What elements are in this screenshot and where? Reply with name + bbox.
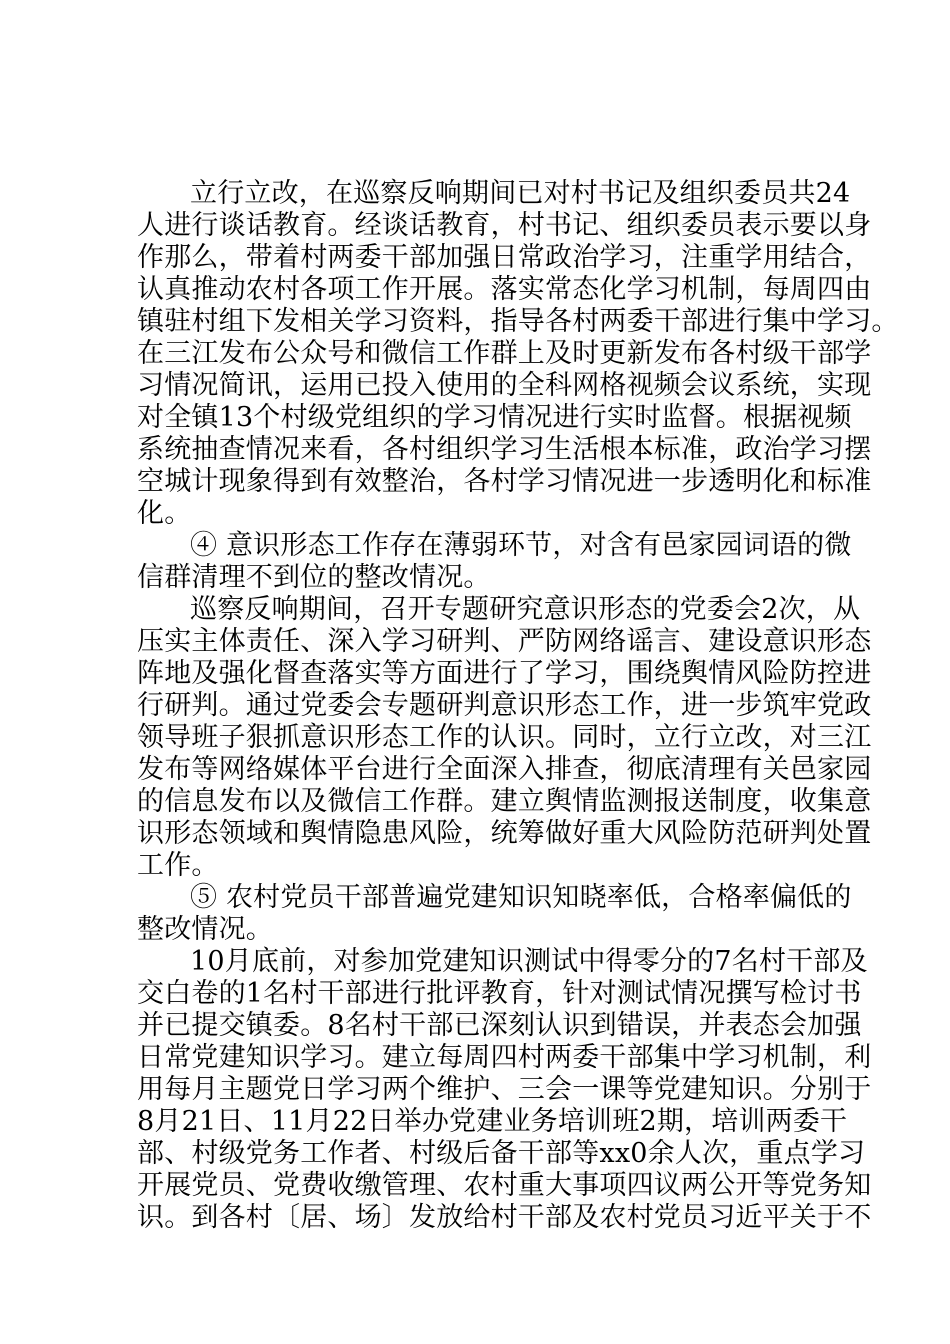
text-line: 领导班子狠抓意识形态工作的认识。同时，立行立改，对三江	[137, 722, 872, 753]
text-line: 巡察反响期间，召开专题研究意识形态的党委会2次，从	[190, 594, 861, 625]
text-line: 作那么，带着村两委干部加强日常政治学习，注重学用结合，	[137, 242, 872, 273]
text-line: 认真推动农村各项工作开展。落实常态化学习机制，每周四由	[137, 274, 872, 305]
document-body	[137, 178, 899, 1234]
text-line: 系统抽查情况来看，各村组织学习生活根本标准，政治学习摆	[137, 434, 872, 465]
text-line: 对全镇13个村级党组织的学习情况进行实时监督。根据视频	[137, 402, 852, 433]
section-heading: 信群清理不到位的整改情况。	[137, 562, 491, 593]
text-line: 行研判。通过党委会专题研判意识形态工作，进一步筑牢党政	[137, 690, 872, 721]
text-line: 识。到各村〔居、场〕发放给村干部及农村党员习近平关于不	[137, 1202, 872, 1233]
text-line: 化。	[137, 498, 192, 529]
text-line: 阵地及强化督查落实等方面进行了学习，围绕舆情风险防控进	[137, 658, 872, 689]
text-line: 工作。	[137, 850, 219, 881]
section-heading: ⑤ 农村党员干部普遍党建知识知晓率低，合格率偏低的	[190, 882, 852, 913]
text-line: 压实主体责任、深入学习研判、严防网络谣言、建设意识形态	[137, 626, 872, 657]
text-line: 发布等网络媒体平台进行全面深入排查，彻底清理有关邑家园	[137, 754, 872, 785]
text-line: 用每月主题党日学习两个维护、三会一课等党建知识。分别于	[137, 1074, 872, 1105]
text-line: 交白卷的1名村干部进行批评教育，针对测试情况撰写检讨书	[137, 978, 862, 1009]
text-line: 8月21日、11月22日举办党建业务培训班2期，培训两委干	[137, 1106, 848, 1137]
text-line: 习情况简讯，运用已投入使用的全科网格视频会议系统，实现	[137, 370, 872, 401]
text-line: 的信息发布以及微信工作群。建立舆情监测报送制度，收集意	[137, 786, 872, 817]
text-line: 10月底前，对参加党建知识测试中得零分的7名村干部及	[190, 946, 868, 977]
text-line: 人进行谈话教育。经谈话教育，村书记、组织委员表示要以身	[137, 210, 872, 241]
text-line: 镇驻村组下发相关学习资料，指导各村两委干部进行集中学习。	[137, 306, 899, 337]
section-heading: 整改情况。	[137, 914, 273, 945]
text-line: 日常党建知识学习。建立每周四村两委干部集中学习机制，利	[137, 1042, 872, 1073]
section-heading: ④ 意识形态工作存在薄弱环节，对含有邑家园词语的微	[190, 530, 852, 561]
text-line: 并已提交镇委。8名村干部已深刻认识到错误，并表态会加强	[137, 1010, 862, 1041]
text-line: 部、村级党务工作者、村级后备干部等xx0余人次，重点学习	[137, 1138, 866, 1169]
text-line: 立行立改，在巡察反响期间已对村书记及组织委员共24	[190, 178, 851, 209]
text-line: 在三江发布公众号和微信工作群上及时更新发布各村级干部学	[137, 338, 872, 369]
text-line: 识形态领域和舆情隐患风险，统筹做好重大风险防范研判处置	[137, 818, 872, 849]
text-line: 开展党员、党费收缴管理、农村重大事项四议两公开等党务知	[137, 1170, 872, 1201]
text-line: 空城计现象得到有效整治，各村学习情况进一步透明化和标准	[137, 466, 872, 497]
